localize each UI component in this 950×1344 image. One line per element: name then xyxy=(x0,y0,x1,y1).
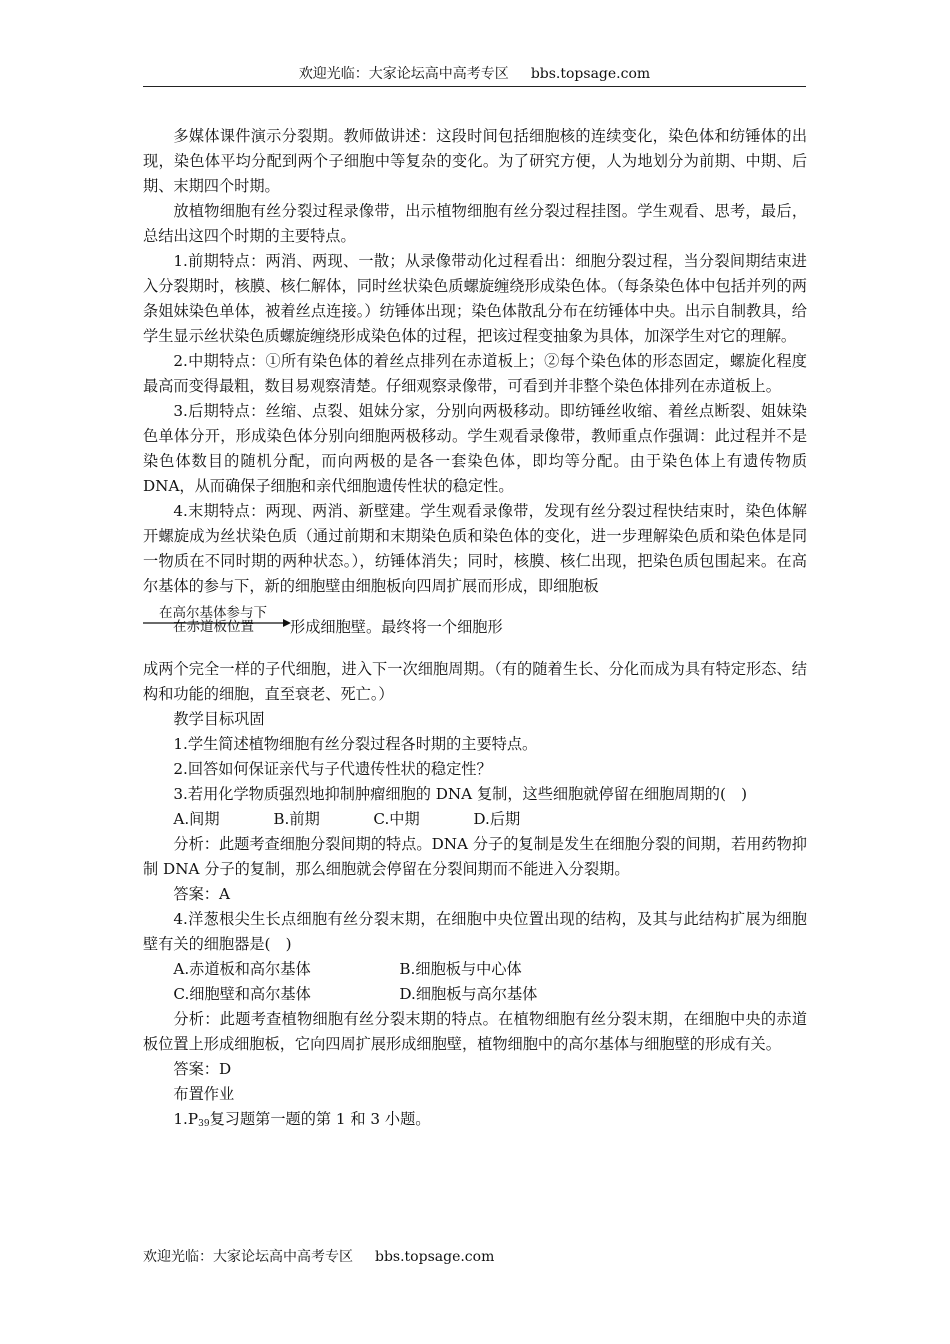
heading-homework: 布置作业 xyxy=(173,1085,235,1103)
document-body xyxy=(143,124,807,1137)
question-3: 3.若用化学物质强烈地抑制肿瘤细胞的 DNA 复制，这些细胞就停留在细胞周期的( ) xyxy=(173,785,748,803)
homework-prefix: 1.P xyxy=(173,1110,199,1128)
paragraph-intro: 多媒体课件演示分裂期。教师做讲述：这段时间包括细胞核的连续变化，染色体和纺锤体的出现，染色体平均分配到两个子细胞中等复杂的变化。为了研究方便，人为地划分为前期、中期、后期、末期四个时期。 xyxy=(143,127,807,195)
option-b: B.细胞板与中心体 xyxy=(399,960,522,978)
question-3-answer: 答案：A xyxy=(173,885,230,903)
question-3-analysis: 分析：此题考查细胞分裂间期的特点。DNA 分子的复制是发生在细胞分裂的间期，若用药物抑制 DNA 分子的复制，那么细胞就会停留在分裂间期而不能进入分裂期。 xyxy=(143,835,807,878)
homework-page-subscript: 39 xyxy=(198,1119,210,1129)
question-4-answer: 答案：D xyxy=(173,1060,232,1078)
paragraph-anaphase: 3.后期特点：丝缩、点裂、姐妹分家，分别向两极移动。即纺锤丝收缩、着丝点断裂、姐妹染色单体分开，形成染色体分别向细胞两极移动。学生观看录像带，教师重点作强调：此过程并不是染色体数目的随机分配，而向两极的是各一套染色体，即均等分配。由于染色体上有遗传物质 DNA，从而确保子细胞和亲代细胞遗传性状的稳定性。 xyxy=(143,402,807,495)
footer-site-link[interactable]: bbs.topsage.com xyxy=(375,1249,495,1265)
question-2: 2.回答如何保证亲代与子代遗传性状的稳定性？ xyxy=(173,760,492,778)
question-4-options-row-2 xyxy=(143,982,807,1007)
footer-welcome-text: 欢迎光临：大家论坛高中高考专区 xyxy=(143,1249,353,1265)
arrow-label-top: 在高尔基体参与下 xyxy=(159,605,267,621)
arrow-tail-text: 形成细胞壁。最终将一个细胞形 xyxy=(290,618,503,636)
homework-text: 复习题第一题的第 1 和 3 小题。 xyxy=(209,1110,431,1128)
question-3-options xyxy=(143,807,807,832)
paragraph-prophase: 1.前期特点：两消、两现、一散；从录像带动化过程看出：细胞分裂过程，当分裂间期结束进入分裂期时，核膜、核仁解体，同时丝状染色质螺旋缠绕形成染色体。（每条染色体中包括并列的两条姐妹染色单体，被着丝点连接。）纺锤体出现；染色体散乱分布在纺锤体中央。出示自制教具，给学生显示丝状染色质螺旋缠绕形成染色体的过程，把该过程变抽象为具体，加深学生对它的理解。 xyxy=(143,252,807,345)
question-4-analysis: 分析：此题考查植物细胞有丝分裂末期的特点。在植物细胞有丝分裂末期，在细胞中央的赤道板位置上形成细胞板，它向四周扩展形成细胞壁，植物细胞中的高尔基体与细胞壁的形成有关。 xyxy=(143,1010,807,1053)
option-b: B.前期 xyxy=(273,810,320,828)
arrow-annotation xyxy=(143,599,807,657)
paragraph-video: 放植物细胞有丝分裂过程录像带，出示植物细胞有丝分裂过程挂图。学生观看、思考，最后，总结出这四个时期的主要特点。 xyxy=(143,202,807,245)
right-arrow-icon xyxy=(143,619,291,627)
question-4-options-row-1 xyxy=(143,957,807,982)
heading-goals: 教学目标巩固 xyxy=(173,710,265,728)
question-1: 1.学生简述植物细胞有丝分裂过程各时期的主要特点。 xyxy=(173,735,538,753)
question-4: 4.洋葱根尖生长点细胞有丝分裂末期，在细胞中央位置出现的结构，及其与此结构扩展为细胞壁有关的细胞器是( ) xyxy=(143,910,807,953)
paragraph-continuation: 成两个完全一样的子代细胞，进入下一次细胞周期。（有的随着生长、分化而成为具有特定形态、结构和功能的细胞，直至衰老、死亡。） xyxy=(143,660,807,703)
option-a: A.赤道板和高尔基体 xyxy=(173,960,311,978)
paragraph-telophase: 4.末期特点：两现、两消、新壁建。学生观看录像带，发现有丝分裂过程快结束时，染色体解开螺旋成为丝状染色质（通过前期和末期染色质和染色体的变化，进一步理解染色质和染色体是同一物质在不同时期的两种状态。），纺锤体消失；同时，核膜、核仁出现，把染色质包围起来。在高尔基体的参与下，新的细胞壁由细胞板向四周扩展而形成，即细胞板 xyxy=(143,502,807,595)
arrow-label-bottom: 在赤道板位置 xyxy=(173,619,254,635)
header-site-link[interactable]: bbs.topsage.com xyxy=(530,66,651,82)
option-c: C.中期 xyxy=(373,810,420,828)
header-welcome-text: 欢迎光临：大家论坛高中高考专区 xyxy=(298,66,509,82)
option-a: A.间期 xyxy=(173,810,220,828)
page-footer xyxy=(143,1247,494,1267)
homework-item-1 xyxy=(143,1107,807,1137)
paragraph-metaphase: 2.中期特点：①所有染色体的着丝点排列在赤道板上；②每个染色体的形态固定，螺旋化程度最高而变得最粗，数目易观察清楚。仔细观察录像带，可看到并非整个染色体排列在赤道板上。 xyxy=(143,352,807,395)
option-d: D.后期 xyxy=(473,810,521,828)
option-c: C.细胞壁和高尔基体 xyxy=(173,985,311,1003)
option-d: D.细胞板与高尔基体 xyxy=(399,985,538,1003)
page-header xyxy=(143,64,806,87)
